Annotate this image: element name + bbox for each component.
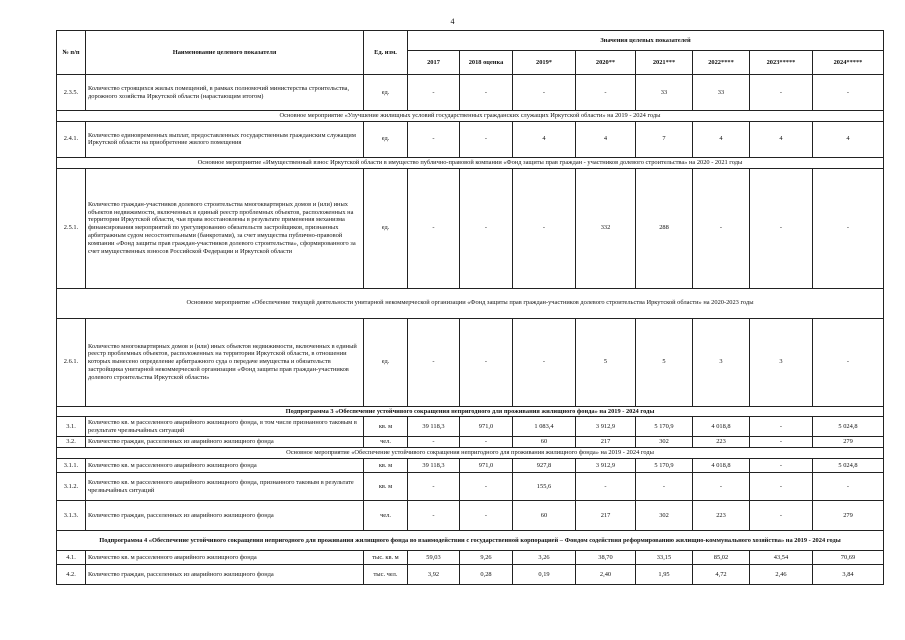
- table-row: [57, 437, 884, 448]
- value-cell: 43,54: [750, 551, 813, 565]
- value-cell: -: [408, 318, 460, 406]
- unit-cell: тыс. кв. м: [364, 551, 408, 565]
- row-number: 3.1.1.: [57, 459, 86, 473]
- subprogram-heading: Подпрограмма 3 «Обеспечение устойчивого сокращения непригодного для проживания жилищного фонда» на 2019 - 2024 годы: [57, 406, 884, 417]
- value-cell: -: [460, 473, 513, 501]
- value-cell: -: [408, 473, 460, 501]
- value-cell: -: [813, 168, 884, 288]
- page-number: 4: [450, 17, 455, 26]
- table-row: [57, 459, 884, 473]
- measure-heading: Основное мероприятие «Обеспечение текущей деятельности унитарной некоммерческой организации «Фонд защиты прав граждан-участников долевого строительства Иркутской области» на 2020-2023 годы: [57, 288, 884, 318]
- value-cell: -: [693, 473, 750, 501]
- row-number: 2.6.1.: [57, 318, 86, 406]
- header-year: 2022****: [693, 51, 750, 75]
- value-cell: -: [813, 318, 884, 406]
- indicator-name: Количество граждан, расселенных из аварийного жилищного фонда: [86, 437, 364, 448]
- value-cell: -: [460, 437, 513, 448]
- indicator-name: Количество кв. м расселенного аварийного жилищного фонда: [86, 551, 364, 565]
- row-number: 3.2.: [57, 437, 86, 448]
- value-cell: 217: [576, 437, 636, 448]
- value-cell: -: [408, 121, 460, 157]
- header-unit: Ед. изм.: [364, 31, 408, 75]
- value-cell: -: [750, 75, 813, 111]
- value-cell: -: [408, 75, 460, 111]
- value-cell: 279: [813, 501, 884, 531]
- value-cell: -: [408, 437, 460, 448]
- value-cell: -: [460, 501, 513, 531]
- value-cell: 4: [513, 121, 576, 157]
- value-cell: 0,19: [513, 565, 576, 585]
- indicator-name: Количество единовременных выплат, предоставленных государственным гражданским служащим Иркутской области на приобретение жилого помещения: [86, 121, 364, 157]
- value-cell: 70,69: [813, 551, 884, 565]
- value-cell: 223: [693, 501, 750, 531]
- measure-heading: Основное мероприятие «Обеспечение устойчивого сокращения непригодного для проживания жилищного фонда» на 2019 - 2024 годы: [57, 448, 884, 459]
- value-cell: 155,6: [513, 473, 576, 501]
- row-number: 2.5.1.: [57, 168, 86, 288]
- table-row: [57, 318, 884, 406]
- header-year: 2023*****: [750, 51, 813, 75]
- value-cell: 4 018,8: [693, 417, 750, 437]
- value-cell: 5 024,8: [813, 459, 884, 473]
- indicator-name: Количество граждан-участников долевого строительства многоквартирных домов и (или) иных объектов недвижимости, включенных в единый реестр проблемных объектов, расположенных на территории Иркутской области, чьи права восстановлены в результате применения механизма финансирования мероприятий по урегулированию обязательств застройщиков, признанных арбитражным судом несостоятельными (банкротами), за счет имущества публично-правовой компании «Фонд защиты прав граждан-участников долевого строительства», сформированного за счет имущественных взносов Российской Федерации и Иркутской области: [86, 168, 364, 288]
- value-cell: 4 018,8: [693, 459, 750, 473]
- table-row: [57, 473, 884, 501]
- value-cell: 85,02: [693, 551, 750, 565]
- value-cell: 217: [576, 501, 636, 531]
- value-cell: 288: [636, 168, 693, 288]
- header-year: 2017: [408, 51, 460, 75]
- row-number: 4.1.: [57, 551, 86, 565]
- table-row: [57, 501, 884, 531]
- value-cell: -: [750, 501, 813, 531]
- subprogram-heading: Подпрограмма 4 «Обеспечение устойчивого сокращения непригодного для проживания жилищного фонда во взаимодействии с государственной корпорацией – Фондом содействия реформированию жилищно-коммунального хозяйства» на 2019 - 2024 годы: [57, 531, 884, 551]
- value-cell: 4,72: [693, 565, 750, 585]
- value-cell: -: [750, 437, 813, 448]
- indicator-name: Количество многоквартирных домов и (или) иных объектов недвижимости, включенных в единый реестр проблемных объектов, расположенных на территории Иркутской области, в отношении которых вынесено определение арбитражного суда о передаче имущества и обязательств застройщика унитарной некоммерческой организации «Фонд защиты прав граждан-участников долевого строительства Иркутской области»: [86, 318, 364, 406]
- indicator-name: Количество кв. м расселенного аварийного жилищного фонда, признанного таковым в результате чрезвычайных ситуаций: [86, 473, 364, 501]
- table-row: [57, 168, 884, 288]
- unit-cell: ед.: [364, 75, 408, 111]
- value-cell: -: [813, 75, 884, 111]
- value-cell: 302: [636, 437, 693, 448]
- header-year: 2018 оценка: [460, 51, 513, 75]
- measure-heading-row: [57, 448, 884, 459]
- value-cell: 7: [636, 121, 693, 157]
- value-cell: 60: [513, 437, 576, 448]
- value-cell: -: [460, 121, 513, 157]
- value-cell: 59,03: [408, 551, 460, 565]
- value-cell: 3,92: [408, 565, 460, 585]
- value-cell: 1,95: [636, 565, 693, 585]
- value-cell: -: [750, 417, 813, 437]
- measure-heading-row: [57, 288, 884, 318]
- unit-cell: ед.: [364, 318, 408, 406]
- row-number: 3.1.: [57, 417, 86, 437]
- value-cell: 279: [813, 437, 884, 448]
- value-cell: -: [513, 75, 576, 111]
- measure-heading-row: [57, 111, 884, 122]
- value-cell: 971,0: [460, 417, 513, 437]
- value-cell: 223: [693, 437, 750, 448]
- row-number: 4.2.: [57, 565, 86, 585]
- indicator-name: Количество строящихся жилых помещений, в рамках полномочий министерства строительства, дорожного хозяйства Иркутской области (нарастающим итогом): [86, 75, 364, 111]
- value-cell: 3: [693, 318, 750, 406]
- value-cell: 33: [636, 75, 693, 111]
- table-row: [57, 565, 884, 585]
- value-cell: 302: [636, 501, 693, 531]
- row-number: 3.1.3.: [57, 501, 86, 531]
- value-cell: 5 170,9: [636, 417, 693, 437]
- unit-cell: тыс. чел.: [364, 565, 408, 585]
- row-number: 2.4.1.: [57, 121, 86, 157]
- value-cell: -: [513, 168, 576, 288]
- value-cell: 9,26: [460, 551, 513, 565]
- subprogram-heading-row: [57, 531, 884, 551]
- value-cell: -: [408, 168, 460, 288]
- value-cell: 39 118,3: [408, 459, 460, 473]
- value-cell: 0,28: [460, 565, 513, 585]
- value-cell: 2,40: [576, 565, 636, 585]
- indicator-name: Количество кв. м расселенного аварийного жилищного фонда: [86, 459, 364, 473]
- table-row: [57, 75, 884, 111]
- indicator-name: Количество граждан, расселенных из аварийного жилищного фонда: [86, 501, 364, 531]
- value-cell: -: [750, 168, 813, 288]
- row-number: 2.3.5.: [57, 75, 86, 111]
- value-cell: 4: [576, 121, 636, 157]
- value-cell: -: [750, 459, 813, 473]
- value-cell: 33: [693, 75, 750, 111]
- value-cell: -: [750, 473, 813, 501]
- unit-cell: ед.: [364, 121, 408, 157]
- header-values: Значения целевых показателей: [408, 31, 884, 51]
- value-cell: 60: [513, 501, 576, 531]
- table-body: [57, 75, 884, 585]
- value-cell: 38,70: [576, 551, 636, 565]
- value-cell: -: [460, 318, 513, 406]
- value-cell: -: [693, 168, 750, 288]
- measure-heading-row: [57, 157, 884, 168]
- header-number: № п/п: [57, 31, 86, 75]
- table-row: [57, 121, 884, 157]
- subprogram-heading-row: [57, 406, 884, 417]
- value-cell: 971,0: [460, 459, 513, 473]
- unit-cell: кв. м: [364, 473, 408, 501]
- value-cell: 332: [576, 168, 636, 288]
- header-indicator-name: Наименование целевого показателя: [86, 31, 364, 75]
- value-cell: 2,46: [750, 565, 813, 585]
- value-cell: 5: [576, 318, 636, 406]
- value-cell: 3 912,9: [576, 459, 636, 473]
- header-year: 2019*: [513, 51, 576, 75]
- header-year: 2020**: [576, 51, 636, 75]
- value-cell: -: [576, 473, 636, 501]
- value-cell: 39 118,3: [408, 417, 460, 437]
- value-cell: -: [460, 75, 513, 111]
- value-cell: 5 170,9: [636, 459, 693, 473]
- value-cell: -: [576, 75, 636, 111]
- value-cell: -: [636, 473, 693, 501]
- indicator-name: Количество граждан, расселенных из аварийного жилищного фонда: [86, 565, 364, 585]
- table-row: [57, 551, 884, 565]
- value-cell: 3,84: [813, 565, 884, 585]
- value-cell: 4: [813, 121, 884, 157]
- value-cell: 3,26: [513, 551, 576, 565]
- unit-cell: чел.: [364, 437, 408, 448]
- value-cell: 3 912,9: [576, 417, 636, 437]
- value-cell: -: [408, 501, 460, 531]
- value-cell: -: [513, 318, 576, 406]
- value-cell: 1 083,4: [513, 417, 576, 437]
- unit-cell: кв. м: [364, 417, 408, 437]
- value-cell: -: [813, 473, 884, 501]
- value-cell: 927,8: [513, 459, 576, 473]
- row-number: 3.1.2.: [57, 473, 86, 501]
- value-cell: 33,15: [636, 551, 693, 565]
- unit-cell: ед.: [364, 168, 408, 288]
- measure-heading: Основное мероприятие «Улучшение жилищных условий государственных гражданских служащих Иркутской области» на 2019 - 2024 годы: [57, 111, 884, 122]
- unit-cell: чел.: [364, 501, 408, 531]
- value-cell: 4: [750, 121, 813, 157]
- indicator-name: Количество кв. м расселенного аварийного жилищного фонда, в том числе признанного таковым в результате чрезвычайных ситуаций: [86, 417, 364, 437]
- value-cell: 5 024,8: [813, 417, 884, 437]
- header-year: 2024*****: [813, 51, 884, 75]
- value-cell: 3: [750, 318, 813, 406]
- value-cell: -: [460, 168, 513, 288]
- value-cell: 4: [693, 121, 750, 157]
- unit-cell: кв. м: [364, 459, 408, 473]
- value-cell: 5: [636, 318, 693, 406]
- measure-heading: Основное мероприятие «Имущественный взнос Иркутской области в имущество публично-правовой компании «Фонд защиты прав граждан - участников долевого строительства» на 2020 - 2021 годы: [57, 157, 884, 168]
- table-row: [57, 417, 884, 437]
- indicators-table: [56, 30, 884, 585]
- header-year: 2021***: [636, 51, 693, 75]
